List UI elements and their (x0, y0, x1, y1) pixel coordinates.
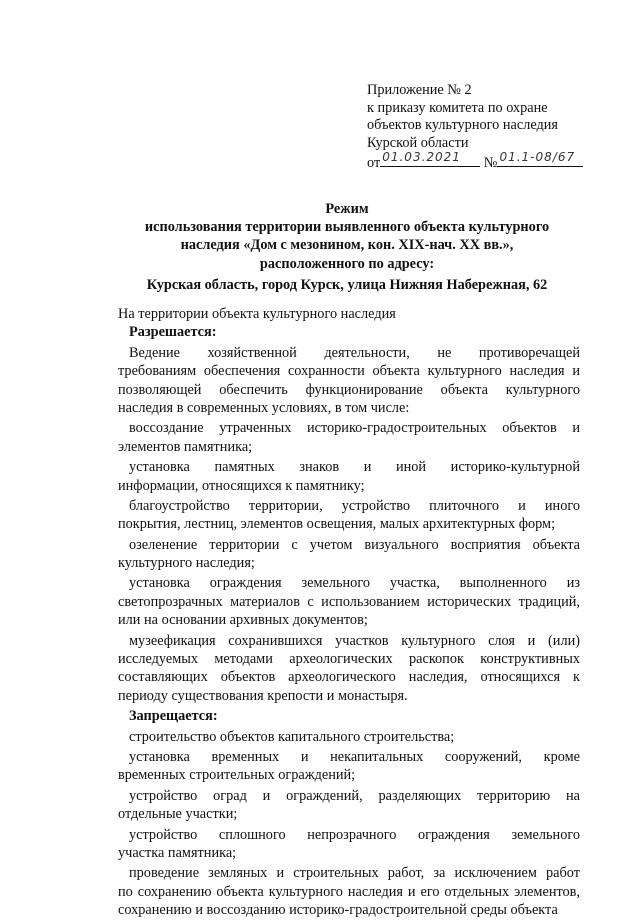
paragraph-line: наследия в современных условиях, в том числе: (118, 399, 410, 416)
paragraph-line: строительство объектов капитального строительства; (129, 728, 455, 745)
intro-line: На территории объекта культурного наследия (118, 306, 396, 322)
title-line-2: использования территории выявленного объекта культурного (144, 219, 550, 236)
date-blank (380, 149, 480, 167)
paragraph-line: отдельные участки; (118, 806, 238, 823)
annex-block (367, 82, 583, 173)
document-body (118, 305, 580, 920)
paragraph-line: благоустройство территории, устройство плиточного и иного (129, 497, 580, 514)
paragraph-line: установка временных и некапитальных сооружений, кроме (129, 748, 580, 765)
paragraph-line: покрытия, лестниц, элементов освещения, малых архитектурных форм; (118, 516, 556, 533)
paragraph (118, 728, 580, 746)
document-title (100, 200, 594, 294)
annex-line-4: Курской области (367, 134, 469, 151)
paragraph (118, 632, 580, 706)
paragraph-line: позволяющей обеспечить функционирование объекта культурного (118, 381, 580, 398)
paragraph (118, 826, 580, 863)
handwritten-date: 01.03.2021 (382, 149, 461, 164)
allowed-heading: Разрешается: (129, 324, 217, 341)
number-blank (497, 149, 583, 167)
forbidden-heading: Запрещается: (129, 708, 218, 725)
paragraph-line: элементов памятника; (118, 438, 253, 455)
paragraph-line: культурного наследия; (118, 555, 255, 572)
paragraph-line: воссоздание утраченных историко-градостроительных объектов и (129, 420, 580, 437)
paragraph-line: озеленение территории с учетом визуального восприятия объекта (129, 536, 580, 553)
title-line-5: Курская область, город Курск, улица Нижняя Набережная, 62 (146, 276, 548, 293)
title-line-4: расположенного по адресу: (259, 255, 435, 272)
date-prefix: от (367, 155, 381, 172)
annex-line-3: объектов культурного наследия (367, 117, 558, 134)
annex-line-2: к приказу комитета по охране (367, 99, 548, 116)
annex-line-1: Приложение № 2 (367, 82, 472, 98)
annex-date-line (367, 149, 583, 173)
paragraph-line: установка памятных знаков и иной историко-культурной (129, 459, 580, 476)
paragraph-line: составляющих объектов археологического наследия, относящихся к (118, 669, 580, 686)
paragraph-line: устройство оград и ограждений, разделяющих территорию на (129, 787, 580, 804)
paragraph-line: информации, относящихся к памятнику; (118, 477, 365, 494)
paragraph-line: или на основании архивных документов; (118, 612, 368, 629)
paragraph (118, 574, 580, 629)
paragraph-line: сохранению и воссозданию историко-градостроительной среды объекта (118, 902, 558, 919)
paragraph (118, 748, 580, 785)
paragraph (118, 787, 580, 824)
paragraph (118, 864, 580, 919)
paragraph-line: участка памятника; (118, 844, 237, 861)
paragraph-line: установка ограждения земельного участка, выполненного из (129, 575, 580, 592)
paragraph (118, 497, 580, 534)
paragraph-line: музеефикация сохранившихся участков культурного слоя и (или) (129, 632, 580, 649)
paragraph (118, 536, 580, 573)
forbidden-list (118, 728, 580, 920)
paragraph (118, 458, 580, 495)
number-prefix: № (483, 155, 498, 172)
paragraph-line: светопрозрачных материалов с использованием исторических традиций, (118, 593, 580, 610)
title-line-3: наследия «Дом с мезонином, кон. XIX-нач. XX вв.», (180, 237, 514, 254)
paragraph (118, 419, 580, 456)
paragraph-line: исследуемых методами археологических раскопок конструктивных (118, 651, 580, 668)
title-line-1: Режим (325, 201, 369, 217)
paragraph-line: Ведение хозяйственной деятельности, не противоречащей (129, 344, 580, 361)
paragraph (118, 344, 580, 418)
paragraph-line: проведение земляных и строительных работ, за исключением работ (129, 865, 580, 882)
handwritten-number: 01.1-08/67 (499, 149, 576, 164)
allowed-list (118, 344, 580, 705)
paragraph-line: периоду существования крепости и монастыря. (118, 687, 408, 704)
paragraph-line: устройство сплошного непрозрачного ограждения земельного (129, 826, 580, 843)
paragraph-line: требованиям обеспечения сохранности объекта культурного наследия и (118, 363, 580, 380)
paragraph-line: временных строительных ограждений; (118, 767, 356, 784)
paragraph-line: по сохранению объекта культурного наследия и его отдельных элементов, (118, 883, 580, 900)
